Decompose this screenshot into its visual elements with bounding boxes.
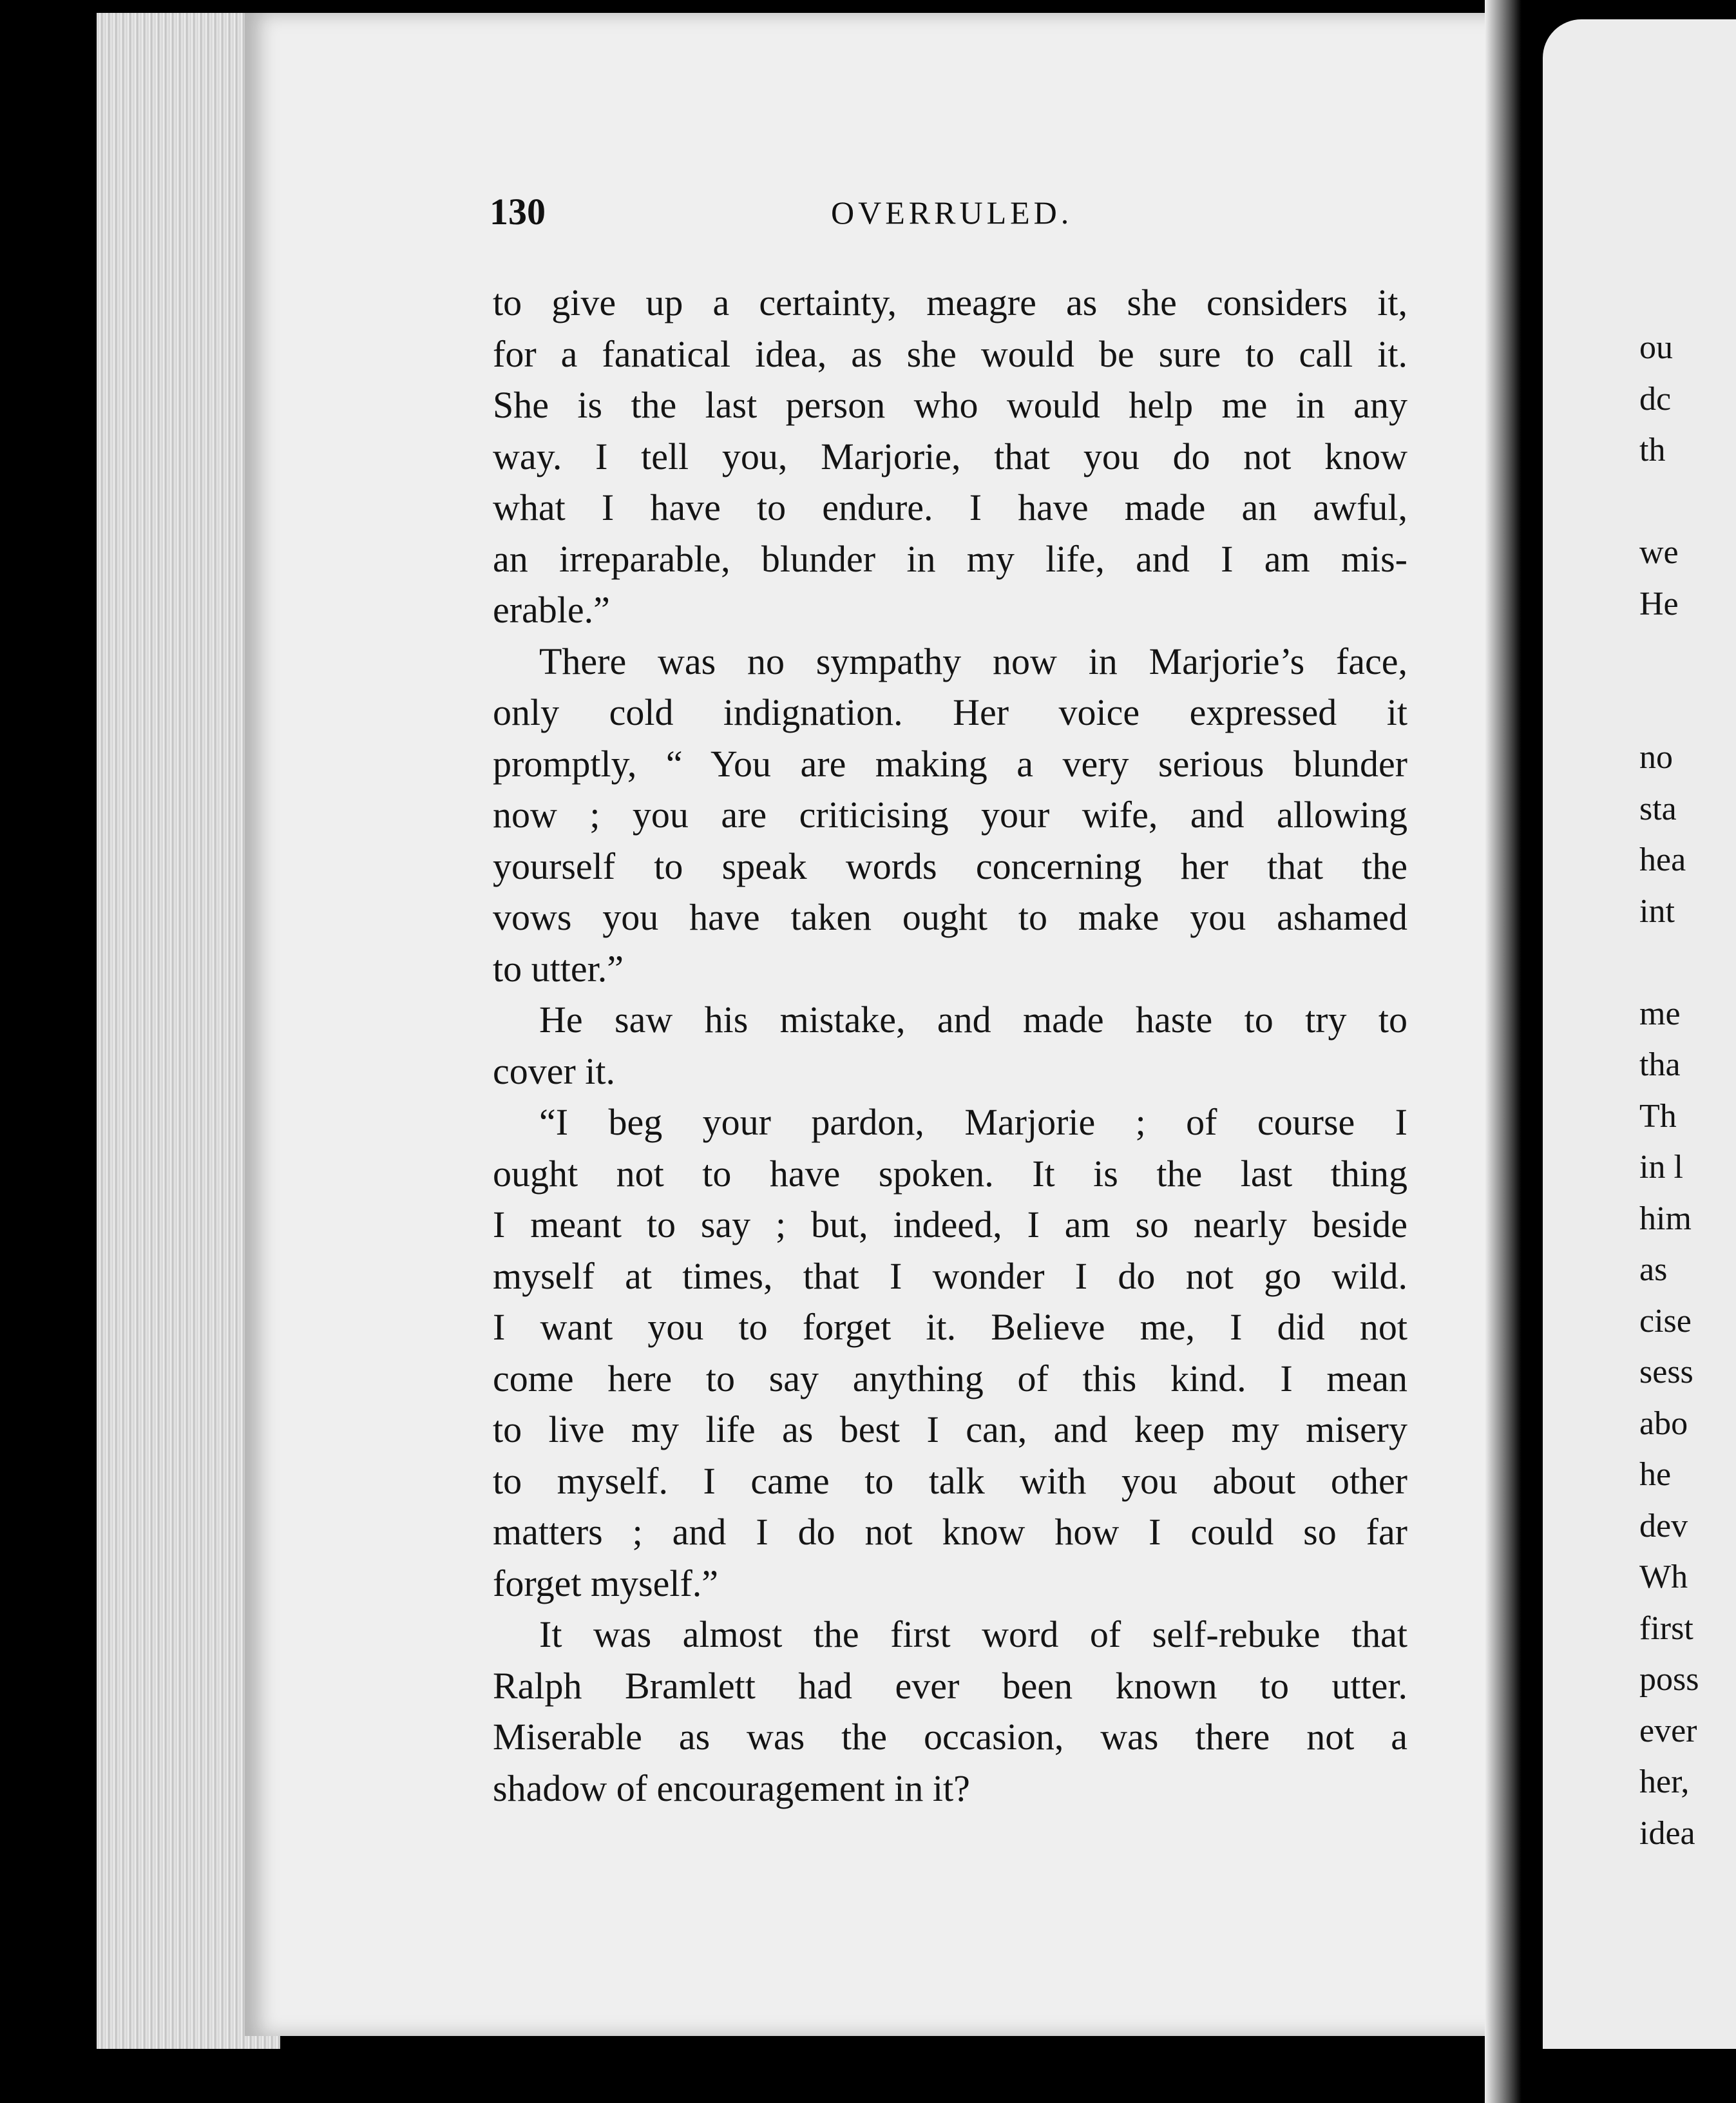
fragment-line: sess [1639, 1354, 1693, 1390]
fragment-line: first [1639, 1609, 1693, 1647]
text-line: matters ; and I do not know how I could so far [493, 1511, 1407, 1553]
text-line: shadow of encouragement in it? [493, 1767, 970, 1809]
fragment-line: ever [1639, 1712, 1697, 1749]
text-line: way. I tell you, Marjorie, that you do not know [493, 435, 1407, 477]
text-line: what I have to endure. I have made an awful, [493, 486, 1407, 528]
text-line: an irreparable, blunder in my life, and I am mis- [493, 537, 1407, 580]
text-line: now ; you are criticising your wife, and allowing [493, 794, 1407, 836]
text-line: to live my life as best I can, and keep my misery [493, 1408, 1407, 1450]
text-line: come here to say anything of this kind. I mean [493, 1357, 1407, 1399]
text-line: I want you to forget it. Believe me, I did not [493, 1306, 1407, 1348]
fragment-line: tha [1639, 1046, 1681, 1083]
fragment-line: hea [1639, 841, 1686, 878]
text-line: forget myself.” [493, 1562, 719, 1604]
text-line: promptly, “ You are making a very serious blunder [493, 742, 1407, 785]
running-head: OVERRULED. [831, 195, 1073, 231]
text-line: ought not to have spoken. It is the last thing [493, 1152, 1407, 1195]
text-line: It was almost the first word of self-rebuke that [539, 1613, 1407, 1655]
text-line: Ralph Bramlett had ever been known to utter. [493, 1664, 1407, 1707]
fragment-line: Th [1639, 1097, 1677, 1135]
fragment-line: in l [1639, 1149, 1683, 1186]
text-line: to give up a certainty, meagre as she considers it, [493, 282, 1407, 323]
fragment-line [1639, 629, 1675, 681]
body-text [493, 277, 1407, 1814]
fragment-line: idea [1639, 1814, 1695, 1852]
text-line: He saw his mistake, and made haste to try to [539, 999, 1407, 1041]
fragment-line: poss [1639, 1661, 1699, 1698]
text-line: myself at times, that I wonder I do not go wild. [493, 1254, 1407, 1297]
fragment-line: we [1639, 534, 1679, 571]
fragment-line: me [1639, 995, 1681, 1032]
fragment-line: he [1639, 1456, 1672, 1493]
text-line: “I beg your pardon, Marjorie ; of course I [539, 1101, 1407, 1143]
fragment-line: th [1639, 432, 1666, 468]
fragment-line [1639, 476, 1675, 528]
text-line: cover it. [493, 1050, 616, 1092]
text-line: to utter.” [493, 947, 624, 990]
text-line: erable.” [493, 589, 610, 631]
page-number: 130 [490, 191, 546, 233]
text-line: Miserable as was the occasion, was there not a [493, 1716, 1407, 1758]
fragment-line: as [1639, 1251, 1668, 1288]
fragment-line: He [1639, 585, 1679, 622]
fragment-line: him [1639, 1200, 1692, 1237]
text-line: vows you have taken ought to make you ashamed [493, 896, 1407, 938]
text-line: There was no sympathy now in Marjorie’s face, [539, 640, 1407, 682]
fragment-line: cise [1639, 1302, 1692, 1340]
fragment-line [1639, 681, 1675, 733]
fragment-line: abo [1639, 1405, 1688, 1442]
text-line: only cold indignation. Her voice expressed it [493, 691, 1407, 733]
fragment-line: her, [1639, 1763, 1690, 1800]
fragment-line: dc [1639, 380, 1672, 418]
fragment-line: Wh [1639, 1559, 1688, 1595]
fragment-line: ou [1639, 329, 1673, 366]
text-line: to myself. I came to talk with you about other [493, 1459, 1407, 1502]
fragment-line: dev [1639, 1507, 1688, 1544]
text-line: I meant to say ; but, indeed, I am so nearly beside [493, 1204, 1407, 1245]
page-header [490, 190, 1404, 242]
text-line: She is the last person who would help me in any [493, 384, 1407, 426]
fragment-line [1639, 937, 1675, 988]
fragment-line: no [1639, 739, 1673, 776]
fragment-line: sta [1639, 790, 1677, 827]
facing-page-text [1639, 322, 1699, 1859]
text-line: yourself to speak words concerning her that the [493, 845, 1407, 887]
fragment-line: int [1639, 892, 1675, 930]
book-gutter [1485, 0, 1546, 2103]
text-line: for a fanatical idea, as she would be sure to call it. [493, 332, 1407, 375]
